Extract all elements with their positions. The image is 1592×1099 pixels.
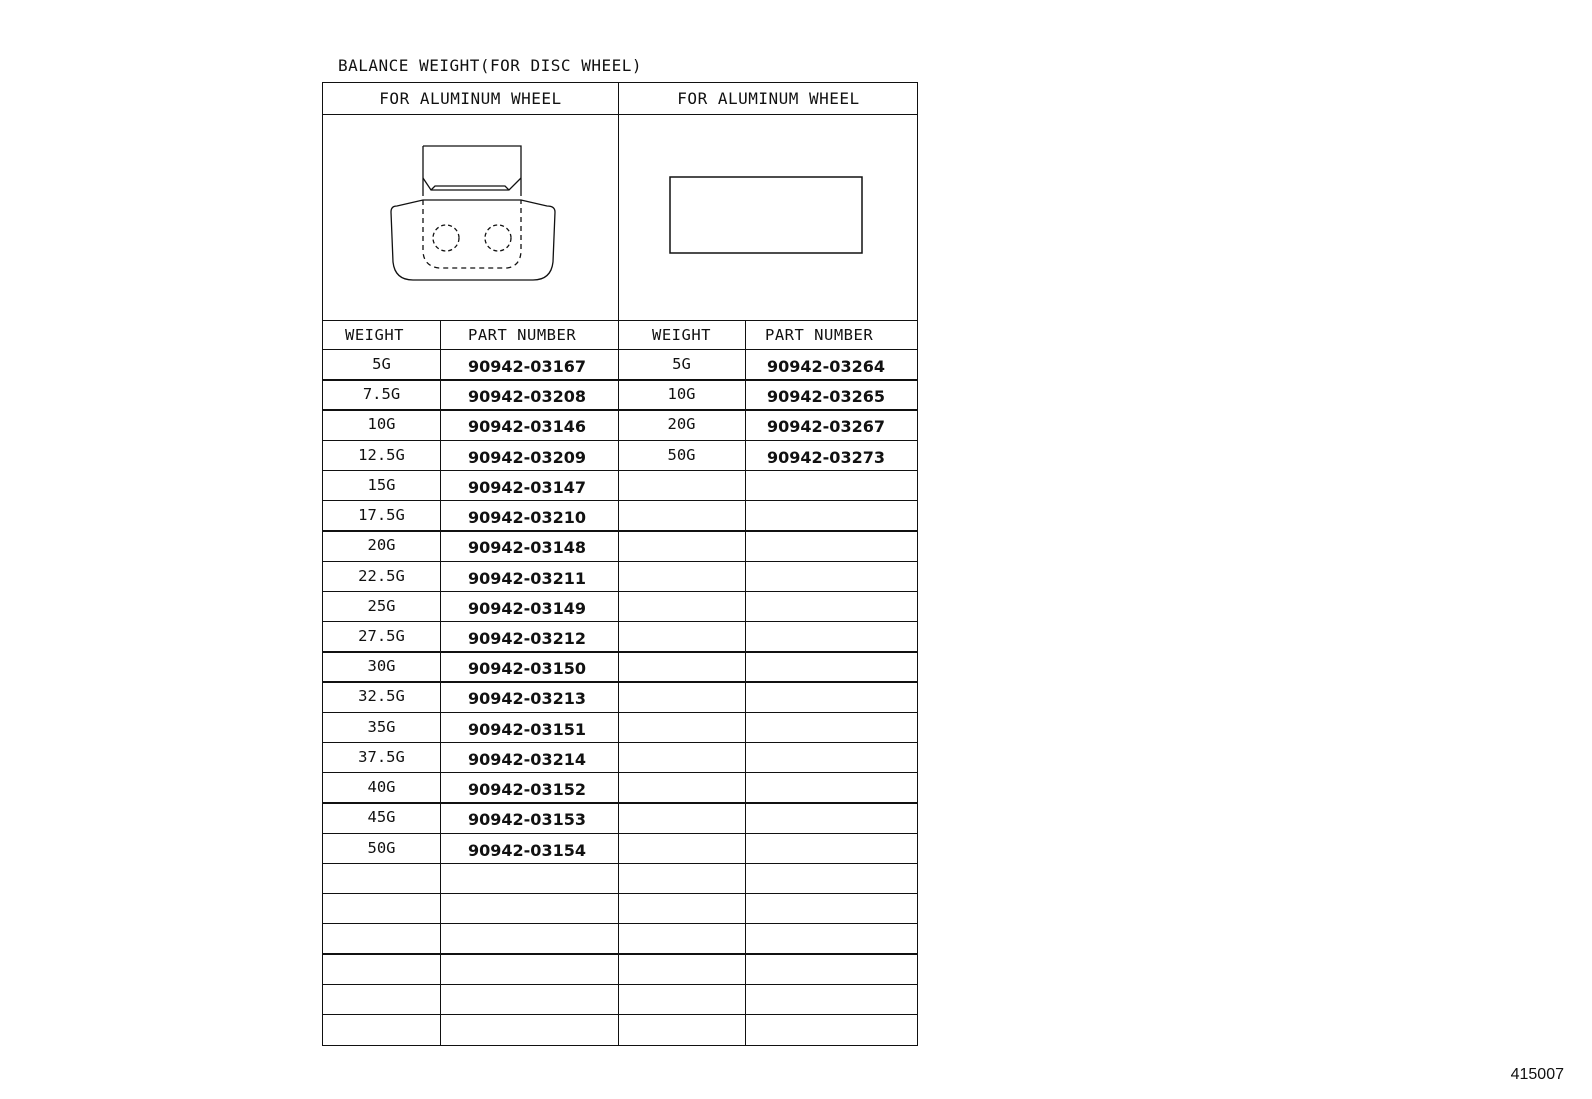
table-row-weight: 45G bbox=[367, 808, 396, 827]
row-divider bbox=[323, 893, 917, 894]
table-row-part-number: 90942-03264 bbox=[767, 357, 885, 376]
table-row-part-number: 90942-03150 bbox=[468, 659, 586, 679]
row-divider bbox=[323, 712, 917, 713]
row-divider bbox=[323, 923, 917, 924]
table-row-weight: 37.5G bbox=[358, 747, 405, 766]
table-row-part-number: 90942-03153 bbox=[468, 810, 586, 830]
diagram-title: BALANCE WEIGHT(FOR DISC WHEEL) bbox=[338, 56, 642, 75]
row-divider bbox=[323, 561, 917, 562]
row-divider bbox=[323, 802, 917, 803]
left-section-heading: FOR ALUMINUM WHEEL bbox=[379, 89, 562, 108]
balance-weight-table bbox=[322, 82, 918, 1046]
table-row-weight: 50G bbox=[667, 445, 696, 464]
row-divider bbox=[323, 409, 917, 410]
header-row-divider bbox=[323, 349, 917, 350]
table-row-weight: 10G bbox=[367, 415, 396, 434]
figure-divider bbox=[323, 320, 917, 321]
table-row-part-number: 90942-03213 bbox=[468, 689, 586, 709]
table-row-part-number: 90942-03273 bbox=[767, 447, 885, 467]
reference-number: 415007 bbox=[1510, 1066, 1564, 1083]
heading-divider bbox=[323, 114, 917, 115]
table-row-weight: 40G bbox=[367, 778, 396, 796]
row-divider bbox=[323, 984, 917, 985]
table-row-weight: 22.5G bbox=[358, 566, 405, 585]
table-row-weight: 30G bbox=[367, 657, 396, 676]
table-row-part-number: 90942-03267 bbox=[767, 417, 885, 437]
table-row-part-number: 90942-03209 bbox=[468, 447, 586, 467]
table-row-part-number: 90942-03146 bbox=[468, 417, 586, 437]
row-divider bbox=[323, 591, 917, 592]
table-row-weight: 12.5G bbox=[358, 445, 405, 464]
row-divider bbox=[323, 500, 917, 501]
row-divider bbox=[323, 772, 917, 773]
row-divider bbox=[323, 530, 917, 531]
table-row-weight: 35G bbox=[367, 717, 396, 736]
table-row-part-number: 90942-03149 bbox=[468, 598, 586, 618]
table-row-part-number: 90942-03151 bbox=[468, 719, 586, 739]
table-row-weight: 5G bbox=[372, 355, 391, 373]
table-row-weight: 25G bbox=[367, 596, 396, 615]
table-row-weight: 20G bbox=[667, 415, 696, 434]
table-row-part-number: 90942-03167 bbox=[468, 357, 586, 376]
table-row-weight: 10G bbox=[667, 385, 696, 404]
adhesive-balance-weight-drawing-icon bbox=[668, 175, 864, 255]
table-row-weight: 15G bbox=[367, 475, 396, 494]
row-divider bbox=[323, 470, 917, 471]
table-row-part-number: 90942-03152 bbox=[468, 780, 586, 799]
table-row-part-number: 90942-03208 bbox=[468, 387, 586, 407]
table-row-weight: 27.5G bbox=[358, 627, 405, 645]
table-row-weight: 17.5G bbox=[358, 506, 405, 525]
table-row-weight: 32.5G bbox=[358, 687, 405, 706]
section-divider bbox=[618, 83, 619, 1045]
table-row-weight: 50G bbox=[367, 838, 396, 857]
right-section-heading: FOR ALUMINUM WHEEL bbox=[677, 89, 860, 108]
row-divider bbox=[323, 379, 917, 380]
table-row-part-number: 90942-03212 bbox=[468, 629, 586, 648]
table-row-weight: 20G bbox=[367, 536, 396, 555]
table-row-weight: 5G bbox=[672, 355, 691, 373]
part-number-column-header: PART NUMBER bbox=[468, 326, 577, 344]
row-divider bbox=[323, 863, 917, 864]
table-row-part-number: 90942-03214 bbox=[468, 749, 586, 769]
row-divider bbox=[323, 833, 917, 834]
table-row-part-number: 90942-03265 bbox=[767, 387, 885, 407]
part-number-column-header: PART NUMBER bbox=[765, 326, 874, 344]
row-divider bbox=[323, 681, 917, 682]
row-divider bbox=[323, 621, 917, 622]
table-row-part-number: 90942-03148 bbox=[468, 538, 586, 558]
row-divider bbox=[323, 742, 917, 743]
table-row-weight: 7.5G bbox=[362, 385, 401, 404]
row-divider bbox=[323, 651, 917, 652]
weight-column-header: WEIGHT bbox=[652, 326, 711, 344]
table-row-part-number: 90942-03211 bbox=[468, 568, 586, 588]
table-row-part-number: 90942-03154 bbox=[468, 840, 586, 860]
clip-on-balance-weight-drawing-icon bbox=[383, 138, 563, 288]
row-divider bbox=[323, 953, 917, 954]
row-divider bbox=[323, 440, 917, 441]
row-divider bbox=[323, 1014, 917, 1015]
table-row-part-number: 90942-03147 bbox=[468, 477, 586, 497]
table-row-part-number: 90942-03210 bbox=[468, 508, 586, 528]
weight-column-header: WEIGHT bbox=[345, 326, 404, 344]
